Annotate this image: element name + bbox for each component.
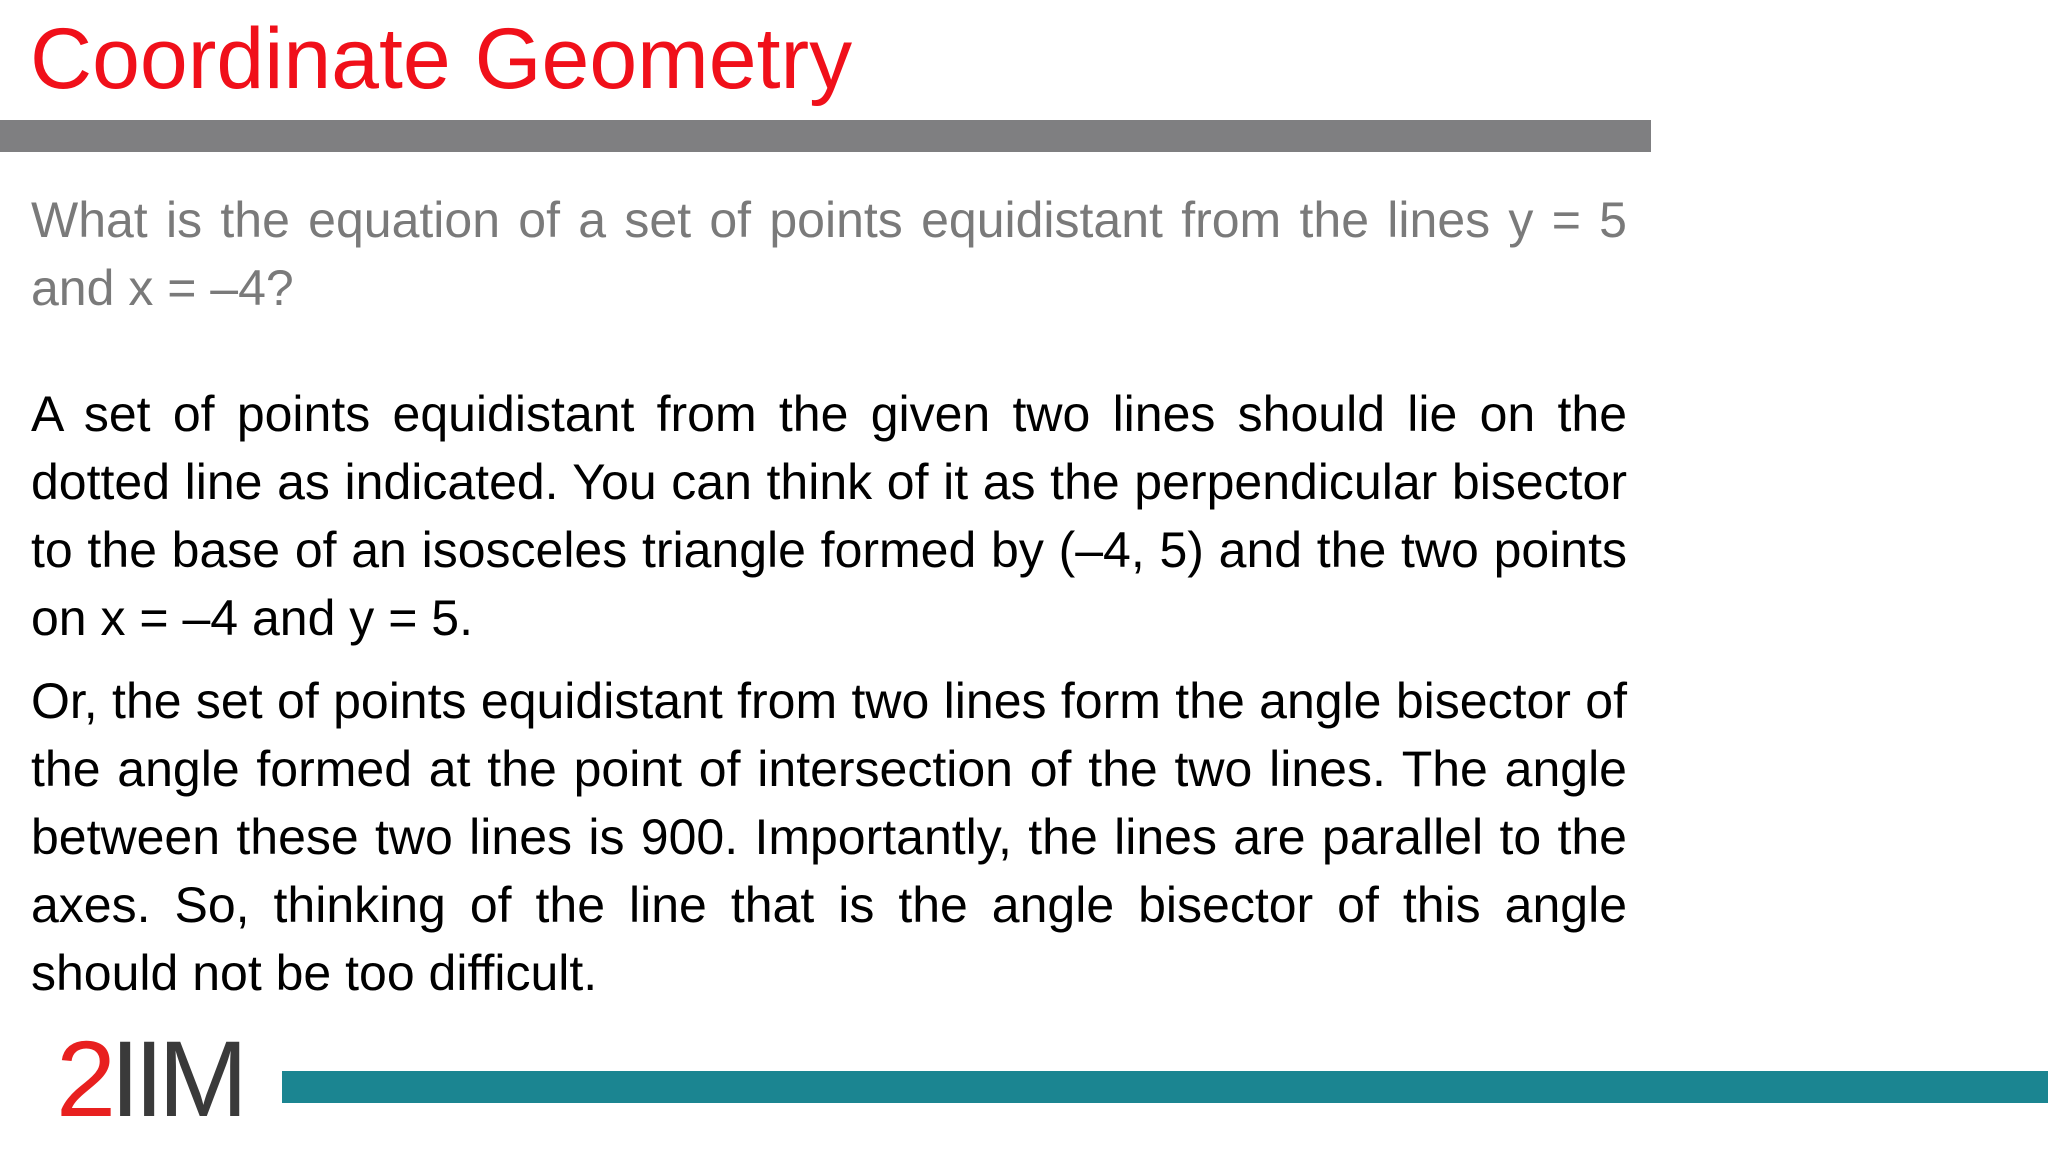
slide-title: Coordinate Geometry: [30, 11, 853, 107]
logo-letters: IIM: [110, 1018, 243, 1139]
brand-logo: [56, 1018, 243, 1139]
question-text: What is the equation of a set of points equidistant from the lines y = 5 and x = –4?: [31, 192, 1627, 316]
title-underline-bar: [0, 120, 1651, 152]
explanation-paragraph-1: A set of points equidistant from the given two lines should lie on the dotted line as indicated. You can think of it as the perpendicular bisector to the base of an isosceles triangle formed by (–4, 5) and the two points on x = –4 and y = 5.: [31, 386, 1627, 646]
logo-number: 2: [56, 1018, 111, 1139]
footer-accent-bar: [282, 1071, 2048, 1103]
explanation-paragraph-2: Or, the set of points equidistant from two lines form the angle bisector of the angle formed at the point of intersection of the two lines. The angle between these two lines is 900. Importantly, the lines are parallel to the axes. So, thinking of the line that is the angle bisector of this angle should not be too difficult.: [31, 673, 1627, 1001]
